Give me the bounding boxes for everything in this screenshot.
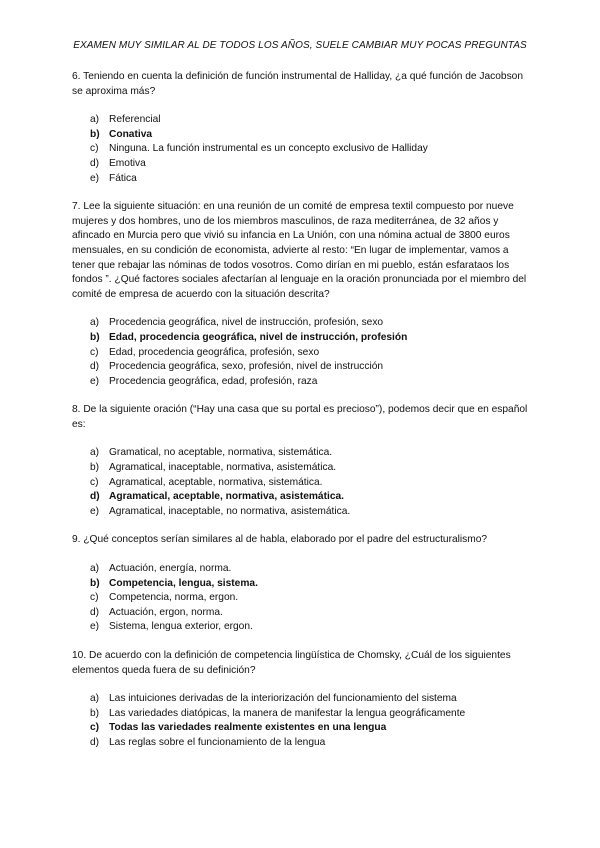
option-letter: d): [90, 361, 100, 373]
option-item: [72, 591, 530, 606]
option-text: Fática: [109, 172, 137, 184]
option-letter: e): [90, 172, 100, 184]
option-item: [72, 375, 530, 390]
option-item: [72, 446, 530, 461]
question-6: [72, 70, 530, 186]
option-item: [72, 113, 530, 128]
option-item: [72, 346, 530, 361]
option-text: Agramatical, inaceptable, no normativa, asistemática.: [109, 505, 351, 517]
option-text: Edad, procedencia geográfica, nivel de instrucción, profesión: [109, 331, 408, 343]
option-letter: c): [90, 722, 100, 734]
option-letter: d): [90, 606, 100, 618]
question-stem: 6. Teniendo en cuenta la definición de función instrumental de Halliday, ¿a qué función de Jacobson se aproxima más?: [72, 71, 524, 97]
option-letter: c): [90, 476, 99, 488]
option-item: [72, 461, 530, 476]
option-letter: b): [90, 707, 100, 719]
option-text: Actuación, energía, norma.: [109, 563, 232, 575]
option-item: [72, 476, 530, 491]
option-text: Competencia, lengua, sistema.: [109, 577, 258, 589]
option-text: Procedencia geográfica, edad, profesión, raza: [109, 375, 318, 387]
option-item: [72, 360, 530, 375]
question-stem: 8. De la siguiente oración (“Hay una casa que su portal es precioso”), podemos decir que en español es:: [72, 404, 528, 430]
option-letter: a): [90, 317, 100, 329]
option-text: Agramatical, inaceptable, normativa, asistemática.: [109, 462, 337, 474]
option-text: Agramatical, aceptable, normativa, sistemática.: [109, 476, 323, 488]
options-list: [72, 113, 530, 186]
question-stem: 10. De acuerdo con la definición de competencia lingüística de Chomsky, ¿Cuál de los siguientes elementos queda fuera de su definición?: [72, 650, 511, 676]
question-9: [72, 533, 530, 635]
option-text: Sistema, lengua exterior, ergon.: [109, 621, 253, 633]
option-letter: a): [90, 563, 100, 575]
option-text: Procedencia geográfica, sexo, profesión, nivel de instrucción: [109, 361, 384, 373]
question-8: [72, 403, 530, 519]
option-item-correct: [72, 331, 530, 346]
option-text: Ninguna. La función instrumental es un concepto exclusivo de Halliday: [109, 143, 428, 155]
option-item: [72, 505, 530, 520]
option-item: [72, 707, 530, 722]
option-letter: e): [90, 621, 100, 633]
option-letter: c): [90, 592, 99, 604]
option-letter: b): [90, 577, 100, 589]
option-letter: e): [90, 505, 100, 517]
options-list: [72, 562, 530, 635]
option-text: Actuación, ergon, norma.: [109, 606, 223, 618]
option-item: [72, 142, 530, 157]
option-item: [72, 157, 530, 172]
option-item: [72, 316, 530, 331]
option-text: Referencial: [109, 114, 161, 126]
option-letter: a): [90, 114, 100, 126]
option-letter: a): [90, 693, 100, 705]
question-7: [72, 200, 530, 389]
option-text: Agramatical, aceptable, normativa, asistemática.: [109, 491, 344, 503]
option-letter: b): [90, 331, 100, 343]
option-item: [72, 692, 530, 707]
option-text: Emotiva: [109, 157, 146, 169]
option-letter: d): [90, 157, 100, 169]
document-body: [72, 70, 530, 765]
question-stem: 9. ¿Qué conceptos serían similares al de habla, elaborado por el padre del estructuralismo?: [72, 534, 488, 546]
option-item: [72, 562, 530, 577]
option-letter: b): [90, 462, 100, 474]
option-letter: c): [90, 143, 99, 155]
option-item-correct: [72, 128, 530, 143]
option-letter: b): [90, 128, 100, 140]
option-text: Procedencia geográfica, nivel de instrucción, profesión, sexo: [109, 317, 384, 329]
option-text: Gramatical, no aceptable, normativa, sistemática.: [109, 447, 333, 459]
option-item: [72, 620, 530, 635]
question-stem: 7. Lee la siguiente situación: en una reunión de un comité de empresa textil compuesto por nueve mujeres y dos hombres, uno de los miembros masculinos, de raza mediterránea, de 32 años y afincado en Murcia pero que vivió su infancia en La Unión, con una nómina actual de 3800 euros mensuales, en su condición de economista, advierte al resto: “En lugar de implementar, vamos a tener que rebajar las nóminas de todos vosotros. Como dirían en mi pueblo, están esfarataos los fondos ”. ¿Qué factores sociales afectarían al lenguaje en la oración pronunciada por el miembro del comité de empresa de acuerdo con la situación descrita?: [72, 201, 527, 300]
option-text: Conativa: [109, 128, 153, 140]
options-list: [72, 446, 530, 519]
option-item-correct: [72, 721, 530, 736]
options-list: [72, 692, 530, 750]
option-letter: d): [90, 491, 100, 503]
option-item-correct: [72, 577, 530, 592]
option-text: Las intuiciones derivadas de la interiorización del funcionamiento del sistema: [109, 693, 457, 705]
option-item-correct: [72, 490, 530, 505]
option-item: [72, 172, 530, 187]
option-text: Competencia, norma, ergon.: [109, 592, 239, 604]
page-header: EXAMEN MUY SIMILAR AL DE TODOS LOS AÑOS, SUELE CAMBIAR MUY POCAS PREGUNTAS: [73, 40, 527, 51]
option-item: [72, 736, 530, 751]
option-letter: c): [90, 346, 99, 358]
option-text: Las reglas sobre el funcionamiento de la lengua: [109, 736, 326, 748]
option-text: Todas las variedades realmente existentes en una lengua: [109, 722, 387, 734]
options-list: [72, 316, 530, 389]
option-letter: d): [90, 736, 100, 748]
option-text: Las variedades diatópicas, la manera de manifestar la lengua geográficamente: [109, 707, 466, 719]
option-letter: a): [90, 447, 100, 459]
option-text: Edad, procedencia geográfica, profesión, sexo: [109, 346, 320, 358]
question-10: [72, 649, 530, 751]
option-letter: e): [90, 375, 100, 387]
option-item: [72, 606, 530, 621]
